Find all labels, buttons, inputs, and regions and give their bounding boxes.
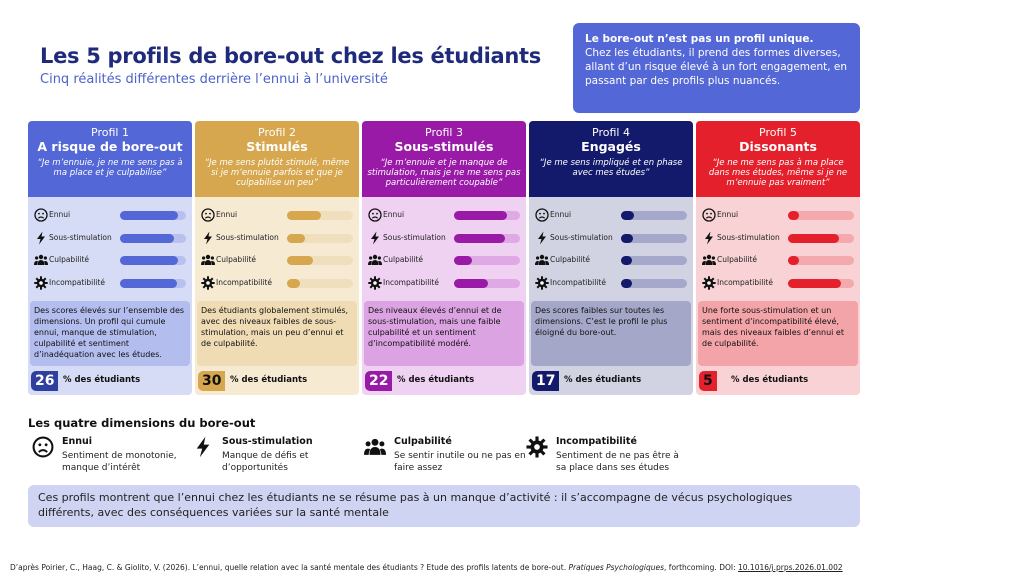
dimension-row (195, 231, 359, 245)
percent-row (696, 371, 860, 391)
gear-icon (702, 276, 716, 290)
score-bar-fill (788, 256, 799, 265)
profile-card-2 (195, 121, 359, 395)
score-bar-fill (120, 279, 177, 288)
profile-card-5 (696, 121, 860, 395)
score-bar-track (788, 256, 854, 265)
dimension-row (195, 208, 359, 222)
score-bar-fill (788, 234, 839, 243)
dimension-label: Ennui (49, 210, 71, 219)
score-bar-fill (287, 279, 300, 288)
score-bar-track (454, 256, 520, 265)
score-bar-fill (287, 234, 305, 243)
score-bar-track (287, 234, 353, 243)
score-bar-track (287, 279, 353, 288)
citation-after: , forthcoming. DOI: (664, 563, 738, 572)
percent-row (28, 371, 192, 391)
score-bar-fill (454, 279, 488, 288)
profile-quote: “Je ne me sens pas à ma place dans mes études, même si je ne m’ennuie pas vraiment” (708, 158, 848, 188)
dimension-name: Ennui (62, 436, 93, 447)
percent-label: % des étudiants (230, 375, 308, 385)
dimension-row (28, 208, 192, 222)
profile-description: Des étudiants globalement stimulés, avec des niveaux faibles de sous-stimulation, mais un peu d’ennui et de culpabilité. (197, 301, 357, 366)
score-bar-track (120, 211, 186, 220)
group-icon (34, 253, 48, 267)
group-icon (364, 436, 386, 462)
dimension-row (195, 276, 359, 290)
profile-card-3 (362, 121, 526, 395)
score-bar-track (454, 211, 520, 220)
dimension-name: Sous-stimulation (222, 436, 313, 447)
group-icon (702, 253, 716, 267)
lightning-icon (201, 231, 215, 245)
profile-body (28, 197, 192, 395)
score-bar-fill (120, 256, 178, 265)
percent-row (362, 371, 526, 391)
dimension-label: Ennui (216, 210, 238, 219)
score-bar-track (621, 279, 687, 288)
score-bar-fill (788, 279, 841, 288)
profile-number: Profil 2 (258, 126, 296, 139)
score-bar-track (621, 234, 687, 243)
profile-quote: “Je me sens plutôt stimulé, même si je m’ennuie parfois et que je culpabilise un peu” (204, 158, 350, 188)
citation-doi-link[interactable]: 10.1016/j.prps.2026.01.002 (738, 563, 843, 572)
score-bar-track (621, 211, 687, 220)
profile-header (195, 121, 359, 197)
dimension-label: Culpabilité (383, 255, 423, 264)
percent-row (195, 371, 359, 391)
profile-number: Profil 3 (425, 126, 463, 139)
profile-name: Sous-stimulés (394, 139, 494, 154)
score-bar-fill (788, 211, 799, 220)
score-bar-fill (454, 256, 472, 265)
dimension-label: Incompatibilité (216, 278, 272, 287)
profile-card-1 (28, 121, 192, 395)
dimension-label: Incompatibilité (550, 278, 606, 287)
dimension-row (696, 276, 860, 290)
score-bar-fill (287, 211, 321, 220)
dimension-row (28, 276, 192, 290)
dimension-description: Manque de défis et d’opportunités (222, 451, 309, 473)
profile-number: Profil 1 (91, 126, 129, 139)
sad-face-icon (535, 208, 549, 222)
gear-icon (526, 436, 548, 462)
profile-quote: “Je me sens impliqué et en phase avec mes études” (539, 158, 683, 178)
score-bar-track (788, 211, 854, 220)
score-bar-track (120, 256, 186, 265)
dimension-row (696, 208, 860, 222)
dimension-row (696, 253, 860, 267)
sad-face-icon (201, 208, 215, 222)
citation-main: D’après Poirier, C., Haag, C. & Giolito, V. (2026). L’ennui, quelle relation avec la santé mentale des étudiants ? Etude des profils latents de bore-out. (10, 563, 569, 572)
profile-body (696, 197, 860, 395)
profile-description: Des niveaux élevés d’ennui et de sous-stimulation, mais une faible culpabilité et un sentiment d’incompatibilité modéré. (364, 301, 524, 366)
dimension-label: Sous-stimulation (216, 233, 279, 242)
percent-label: % des étudiants (564, 375, 642, 385)
percent-label: % des étudiants (63, 375, 141, 385)
score-bar-track (454, 279, 520, 288)
profile-name: Stimulés (246, 139, 308, 154)
profile-description: Des scores faibles sur toutes les dimensions. C’est le profil le plus éloigné du bore-out. (531, 301, 691, 366)
score-bar-fill (454, 211, 507, 220)
citation-journal: Pratiques Psychologiques (568, 563, 665, 572)
gear-icon (368, 276, 382, 290)
group-icon (201, 253, 215, 267)
lightning-icon (34, 231, 48, 245)
gear-icon (34, 276, 48, 290)
callout-text: Chez les étudiants, il prend des formes diverses, allant d’un risque élevé à un fort engagement, en passant par des profils plus nuancés. (585, 47, 848, 87)
score-bar-fill (120, 234, 174, 243)
dimension-row (28, 253, 192, 267)
callout-heading: Le bore-out n’est pas un profil unique. (585, 33, 814, 45)
profile-quote: “Je m’ennuie et je manque de stimulation, mais je ne me sens pas particulièrement coupable” (367, 158, 521, 188)
sad-face-icon (368, 208, 382, 222)
dimension-row (362, 208, 526, 222)
sad-face-icon (702, 208, 716, 222)
dimension-row (362, 231, 526, 245)
dimension-row (195, 253, 359, 267)
group-icon (535, 253, 549, 267)
dimension-row (696, 231, 860, 245)
dimension-legend-item (364, 436, 529, 476)
gear-icon (535, 276, 549, 290)
profile-name: A risque de bore-out (37, 139, 183, 154)
dimension-name: Culpabilité (394, 436, 452, 447)
profile-quote: “Je m’ennuie, je ne me sens pas à ma place et je culpabilise” (37, 158, 183, 178)
dimension-label: Incompatibilité (383, 278, 439, 287)
dimension-label: Ennui (717, 210, 739, 219)
dimension-row (529, 231, 693, 245)
lightning-icon (702, 231, 716, 245)
profile-body (195, 197, 359, 395)
score-bar-fill (621, 211, 634, 220)
profile-body (362, 197, 526, 395)
score-bar-track (621, 256, 687, 265)
profile-header (362, 121, 526, 197)
sad-face-icon (32, 436, 54, 462)
dimension-label: Sous-stimulation (49, 233, 112, 242)
sad-face-icon (34, 208, 48, 222)
score-bar-track (287, 211, 353, 220)
profile-header (28, 121, 192, 197)
percent-value: 17 (532, 371, 559, 391)
percent-value: 30 (198, 371, 225, 391)
dimension-label: Culpabilité (49, 255, 89, 264)
info-callout (573, 23, 860, 113)
page-subtitle: Cinq réalités différentes derrière l’ennui à l’université (40, 72, 388, 87)
score-bar-track (788, 279, 854, 288)
profile-card-4 (529, 121, 693, 395)
dimension-label: Sous-stimulation (383, 233, 446, 242)
score-bar-track (120, 234, 186, 243)
page-title: Les 5 profils de bore-out chez les étudiants (40, 44, 541, 68)
profile-cards (28, 121, 861, 395)
score-bar-fill (454, 234, 505, 243)
dimension-label: Sous-stimulation (550, 233, 613, 242)
gear-icon (201, 276, 215, 290)
dimension-row (529, 208, 693, 222)
dimension-label: Incompatibilité (49, 278, 105, 287)
score-bar-track (287, 256, 353, 265)
profile-description: Des scores élevés sur l’ensemble des dimensions. Un profil qui cumule ennui, manque de stimulation, culpabilité et sentiment d’inadéquation avec les études. (30, 301, 190, 366)
conclusion-box: Ces profils montrent que l’ennui chez les étudiants ne se résume pas à un manque d’activité : il s’accompagne de vécus psychologiques différents, avec des conséquences variées sur la santé mentale (28, 485, 860, 527)
lightning-icon (368, 231, 382, 245)
profile-body (529, 197, 693, 395)
dimensions-title: Les quatre dimensions du bore-out (28, 416, 256, 430)
profile-description: Une forte sous-stimulation et un sentiment d’incompatibilité élevé, mais des niveaux faibles d’ennui et de culpabilité. (698, 301, 858, 366)
percent-value: 5 (699, 371, 717, 391)
dimension-legend-item (192, 436, 357, 476)
percent-value: 22 (365, 371, 392, 391)
dimension-label: Incompatibilité (717, 278, 773, 287)
score-bar-fill (287, 256, 313, 265)
percent-row (529, 371, 693, 391)
dimension-description: Se sentir inutile ou ne pas en faire assez (394, 451, 526, 473)
citation (10, 563, 843, 572)
profile-name: Engagés (581, 139, 641, 154)
dimension-legend-item (32, 436, 197, 476)
dimension-row (28, 231, 192, 245)
score-bar-fill (621, 279, 632, 288)
dimension-name: Incompatibilité (556, 436, 637, 447)
percent-label: % des étudiants (397, 375, 475, 385)
score-bar-fill (120, 211, 178, 220)
lightning-icon (535, 231, 549, 245)
score-bar-track (454, 234, 520, 243)
dimension-legend-item (526, 436, 691, 476)
profile-header (529, 121, 693, 197)
score-bar-track (788, 234, 854, 243)
percent-label: % des étudiants (731, 375, 809, 385)
score-bar-fill (621, 256, 632, 265)
percent-value: 26 (31, 371, 58, 391)
score-bar-track (120, 279, 186, 288)
dimension-label: Culpabilité (216, 255, 256, 264)
dimension-label: Ennui (550, 210, 572, 219)
dimension-row (529, 276, 693, 290)
dimension-row (529, 253, 693, 267)
lightning-icon (192, 436, 214, 462)
dimension-row (362, 276, 526, 290)
dimension-label: Ennui (383, 210, 405, 219)
profile-header (696, 121, 860, 197)
score-bar-fill (621, 234, 633, 243)
profile-number: Profil 4 (592, 126, 630, 139)
dimension-label: Sous-stimulation (717, 233, 780, 242)
profile-number: Profil 5 (759, 126, 797, 139)
dimension-label: Culpabilité (550, 255, 590, 264)
dimension-row (362, 253, 526, 267)
dimension-label: Culpabilité (717, 255, 757, 264)
group-icon (368, 253, 382, 267)
profile-name: Dissonants (739, 139, 817, 154)
dimension-description: Sentiment de monotonie, manque d’intérêt (62, 451, 177, 473)
dimension-description: Sentiment de ne pas être à sa place dans ses études (556, 451, 679, 473)
